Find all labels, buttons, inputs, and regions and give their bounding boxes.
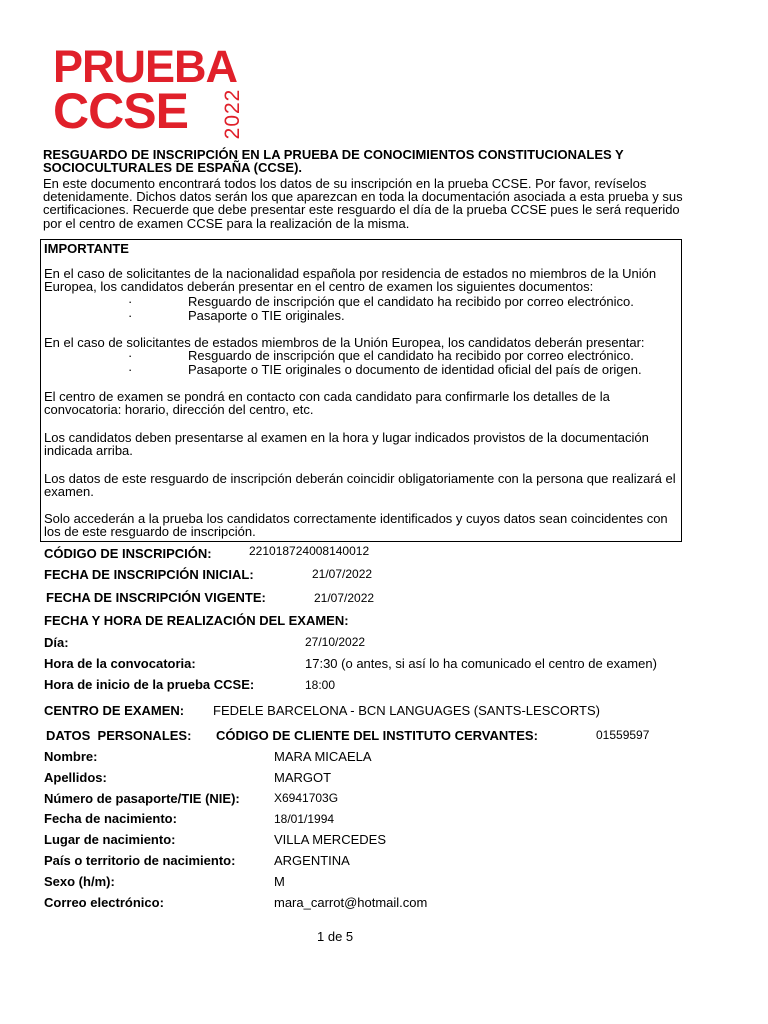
- list-item: [128, 349, 634, 362]
- bullet-icon: ·: [128, 294, 133, 309]
- call-time-value: 17:30 (o antes, si así lo ha comunicado el centro de examen): [305, 656, 657, 671]
- initial-date-label: FECHA DE INSCRIPCIÓN INICIAL:: [44, 567, 254, 582]
- client-code-label: CÓDIGO DE CLIENTE DEL INSTITUTO CERVANTES:: [216, 728, 538, 743]
- birth-date-value: 18/01/1994: [274, 812, 335, 826]
- exam-section-title: FECHA Y HORA DE REALIZACIÓN DEL EXAMEN:: [44, 613, 349, 628]
- surname-value: MARGOT: [274, 770, 332, 785]
- document-title: RESGUARDO DE INSCRIPCIÓN EN LA PRUEBA DE CONOCIMIENTOS CONSTITUCIONALES Y SOCIOCULTURALES DE ESPAÑA (CCSE).: [43, 147, 624, 175]
- list-item-text: Resguardo de inscripción que el candidato ha recibido por correo electrónico.: [188, 294, 634, 309]
- list-item: [128, 363, 642, 376]
- logo-ccse: CCSE: [53, 83, 188, 139]
- important-para-1: En el caso de solicitantes de la nacionalidad española por residencia de estados no miembros de la Unión Europea, los candidatos deberán presentar en el centro de examen los siguientes documentos:: [44, 266, 657, 295]
- sex-label: Sexo (h/m):: [44, 874, 115, 889]
- current-date-label: FECHA DE INSCRIPCIÓN VIGENTE:: [46, 590, 266, 605]
- birth-country-label: País o territorio de nacimiento:: [44, 853, 236, 868]
- email-value: mara_carrot@hotmail.com: [274, 895, 428, 910]
- exam-day-label: Día:: [44, 635, 69, 650]
- bullet-icon: ·: [128, 348, 133, 363]
- registration-code-label: CÓDIGO DE INSCRIPCIÓN:: [44, 546, 212, 561]
- registration-code-value: 221018724008140012: [249, 544, 370, 558]
- bullet-icon: ·: [128, 308, 133, 323]
- intro-text: En este documento encontrará todos los datos de su inscripción en la prueba CCSE. Por favor, revíselos detenidamente. Dichos datos serán los que aparezcan en toda la documentación asociada a esta prueba y sus certificaciones. Recuerde que debe presentar este resguardo el día de la prueba CCSE pues le será requerido por el centro de examen CCSE para la realización de la misma.: [43, 176, 683, 231]
- client-code-value: 01559597: [596, 728, 650, 742]
- page-number: 1 de 5: [317, 929, 354, 944]
- logo-prueba: PRUEBA: [53, 41, 238, 92]
- bullet-icon: ·: [128, 362, 133, 377]
- list-item: [128, 295, 634, 308]
- list-item-text: Pasaporte o TIE originales o documento de identidad oficial del país de origen.: [188, 362, 642, 377]
- passport-value: X6941703G: [274, 791, 339, 805]
- important-para-2: En el caso de solicitantes de estados miembros de la Unión Europea, los candidatos deberán presentar:: [44, 335, 645, 350]
- logo-year-text: 2022: [220, 88, 244, 139]
- list-item-text: Resguardo de inscripción que el candidato ha recibido por correo electrónico.: [188, 348, 634, 363]
- email-label: Correo electrónico:: [44, 895, 164, 910]
- birth-place-label: Lugar de nacimiento:: [44, 832, 176, 847]
- start-time-label: Hora de inicio de la prueba CCSE:: [44, 677, 255, 692]
- important-para-3: El centro de examen se pondrá en contacto con cada candidato para confirmarle los detalles de la convocatoria: horario, dirección del centro, etc.: [44, 389, 610, 418]
- exam-day-value: 27/10/2022: [305, 635, 366, 649]
- exam-center-value: FEDELE BARCELONA - BCN LANGUAGES (SANTS-LESCORTS): [213, 703, 600, 718]
- current-date-value: 21/07/2022: [314, 591, 375, 605]
- initial-date-value: 21/07/2022: [312, 567, 373, 581]
- sex-value: M: [274, 874, 285, 889]
- first-name-label: Nombre:: [44, 749, 98, 764]
- exam-center-label: CENTRO DE EXAMEN:: [44, 703, 185, 718]
- logo-year: [210, 88, 255, 139]
- birth-place-value: VILLA MERCEDES: [274, 832, 386, 847]
- call-time-label: Hora de la convocatoria:: [44, 656, 196, 671]
- important-para-4: Los candidatos deben presentarse al examen en la hora y lugar indicados provistos de la documentación indicada arriba.: [44, 430, 649, 459]
- start-time-value: 18:00: [305, 678, 336, 692]
- passport-label: Número de pasaporte/TIE (NIE):: [44, 791, 240, 806]
- personal-section-title: DATOS PERSONALES:: [46, 728, 192, 743]
- first-name-value: MARA MICAELA: [274, 749, 372, 764]
- list-item: [128, 309, 345, 322]
- birth-date-label: Fecha de nacimiento:: [44, 811, 177, 826]
- list-item-text: Pasaporte o TIE originales.: [188, 308, 345, 323]
- important-para-5: Los datos de este resguardo de inscripción deberán coincidir obligatoriamente con la persona que realizará el examen.: [44, 471, 676, 500]
- important-para-6: Solo accederán a la prueba los candidatos correctamente identificados y cuyos datos sean coincidentes con los de este resguardo de inscripción.: [44, 511, 668, 540]
- important-title: IMPORTANTE: [44, 241, 129, 256]
- birth-country-value: ARGENTINA: [274, 853, 350, 868]
- surname-label: Apellidos:: [44, 770, 107, 785]
